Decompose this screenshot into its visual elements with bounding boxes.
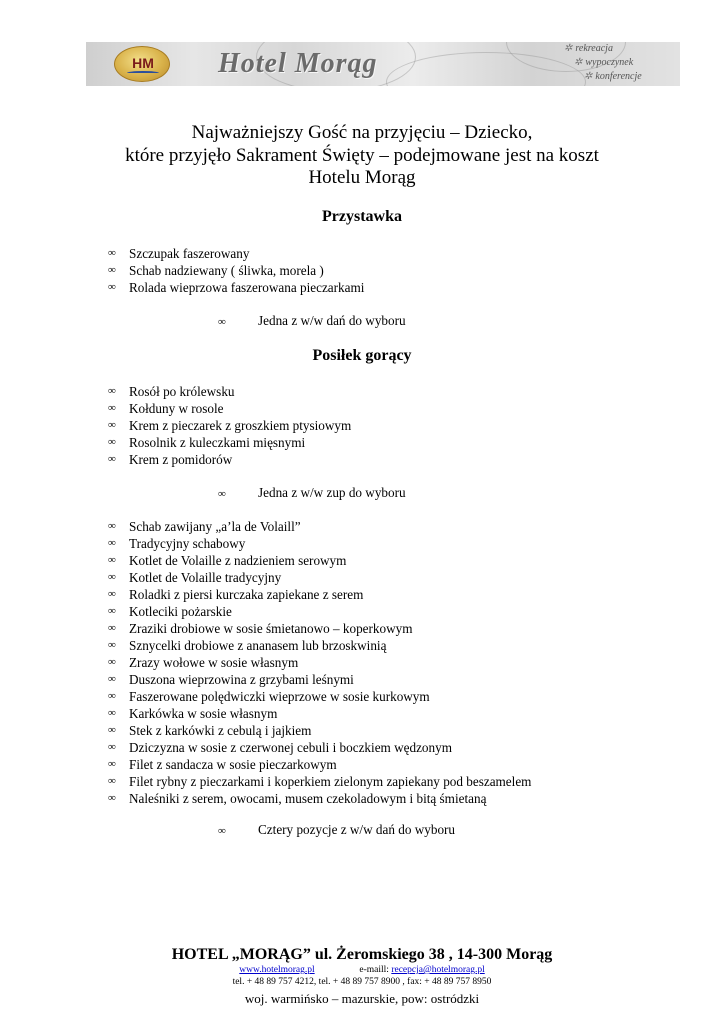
dish-name: Kotlet de Volaille tradycyjny — [129, 570, 282, 585]
dish-name: Faszerowane polędwiczki wieprzowe w sosie kurkowym — [129, 689, 430, 704]
star-icon: ✲ — [564, 43, 573, 54]
infinity-bullet-icon: ∞ — [108, 707, 116, 719]
infinity-bullet-icon: ∞ — [108, 520, 116, 532]
infinity-bullet-icon: ∞ — [108, 436, 116, 448]
dish-name: Rosolnik z kuleczkami mięsnymi — [129, 435, 306, 450]
dish-name: Zrazy wołowe w sosie własnym — [129, 655, 299, 670]
soups-note: ∞ Jedna z w/w zup do wyboru — [218, 485, 406, 500]
dish-name: Kołduny w rosole — [129, 401, 224, 416]
starter-note: ∞ Jedna z w/w dań do wyboru — [218, 313, 406, 328]
infinity-bullet-icon: ∞ — [108, 264, 116, 276]
infinity-bullet-icon: ∞ — [108, 554, 116, 566]
infinity-bullet-icon: ∞ — [108, 453, 116, 465]
dish-name: Krem z pomidorów — [129, 452, 233, 467]
infinity-bullet-icon: ∞ — [108, 724, 116, 736]
dish-name: Naleśniki z serem, owocami, musem czekoladowym i bitą śmietaną — [129, 791, 487, 806]
infinity-bullet-icon: ∞ — [108, 741, 116, 753]
logo-mark: HM — [132, 55, 154, 71]
tagline-2: ✲ wypoczynek — [574, 57, 634, 68]
email-label: e-maill: — [359, 965, 389, 975]
infinity-bullet-icon: ∞ — [108, 673, 116, 685]
infinity-bullet-icon: ∞ — [108, 571, 116, 583]
infinity-bullet-icon: ∞ — [108, 247, 116, 259]
infinity-bullet-icon: ∞ — [108, 639, 116, 651]
dish-name: Rolada wieprzowa faszerowana pieczarkami — [129, 280, 365, 295]
title-line: Najważniejszy Gość na przyjęciu – Dziecko, — [191, 122, 533, 143]
title-line: Hotelu Morąg — [308, 167, 416, 188]
dish-name: Karkówka w sosie własnym — [129, 706, 278, 721]
dish-name: Filet z sandacza w sosie pieczarkowym — [129, 757, 337, 772]
footer-hotel-address: HOTEL „MORĄG” ul. Żeromskiego 38 , 14-300 Morąg — [171, 946, 553, 963]
dish-name: Sznycelki drobiowe z ananasem lub brzoskwinią — [129, 638, 387, 653]
mains-note: ∞ Cztery pozycje z w/w dań do wyboru — [218, 822, 456, 837]
infinity-bullet-icon: ∞ — [108, 792, 116, 804]
infinity-bullet-icon: ∞ — [218, 825, 226, 837]
star-icon: ✲ — [584, 71, 593, 82]
tagline-3: ✲ konferencje — [584, 71, 642, 82]
footer-region: woj. warmińsko – mazurskie, pow: ostródzki — [244, 991, 480, 1006]
dish-name: Roladki z piersi kurczaka zapiekane z serem — [129, 587, 364, 602]
hot-meal-heading: Posiłek gorący — [312, 347, 412, 364]
hotel-logo — [114, 46, 170, 82]
website-link[interactable]: www.hotelmorag.pl — [239, 965, 315, 975]
header-banner — [86, 42, 680, 86]
dish-name: Dziczyzna w sosie z czerwonej cebuli i boczkiem wędzonym — [129, 740, 452, 755]
dish-name: Tradycyjny schabowy — [129, 536, 246, 551]
dish-name: Stek z karkówki z cebulą i jajkiem — [129, 723, 312, 738]
star-icon: ✲ — [574, 57, 583, 68]
dish-name: Duszona wieprzowina z grzybami leśnymi — [129, 672, 354, 687]
tagline-1: ✲ rekreacja — [564, 43, 613, 54]
dish-name: Zraziki drobiowe w sosie śmietanowo – koperkowym — [129, 621, 413, 636]
infinity-bullet-icon: ∞ — [108, 758, 116, 770]
dish-name: Krem z pieczarek z groszkiem ptysiowym — [129, 418, 352, 433]
page-title — [0, 122, 724, 190]
dish-name: Kotleciki pożarskie — [129, 604, 232, 619]
footer-phones: tel. + 48 89 757 4212, tel. + 48 89 757 8900 , fax: + 48 89 757 8950 — [232, 977, 492, 987]
dish-name: Szczupak faszerowany — [129, 246, 250, 261]
infinity-bullet-icon: ∞ — [108, 605, 116, 617]
infinity-bullet-icon: ∞ — [218, 488, 226, 500]
infinity-bullet-icon: ∞ — [108, 588, 116, 600]
infinity-bullet-icon: ∞ — [108, 402, 116, 414]
title-line: które przyjęło Sakrament Święty – podejmowane jest na koszt — [125, 144, 599, 166]
email-link[interactable]: recepcja@hotelmorag.pl — [391, 965, 485, 975]
infinity-bullet-icon: ∞ — [108, 690, 116, 702]
infinity-bullet-icon: ∞ — [108, 419, 116, 431]
logo-wave-icon — [127, 71, 159, 75]
infinity-bullet-icon: ∞ — [108, 537, 116, 549]
dish-name: Schab nadziewany ( śliwka, morela ) — [129, 263, 324, 278]
starter-heading: Przystawka — [322, 208, 402, 225]
dish-name: Kotlet de Volaille z nadzieniem serowym — [129, 553, 347, 568]
infinity-bullet-icon: ∞ — [108, 281, 116, 293]
dish-name: Rosół po królewsku — [129, 384, 235, 399]
infinity-bullet-icon: ∞ — [108, 656, 116, 668]
dish-name: Schab zawijany „a’la de Volaill” — [129, 519, 301, 534]
dish-name: Filet rybny z pieczarkami i koperkiem zielonym zapiekany pod beszamelem — [129, 774, 532, 789]
infinity-bullet-icon: ∞ — [108, 622, 116, 634]
brand-name: Hotel Morąg — [218, 48, 378, 79]
infinity-bullet-icon: ∞ — [108, 385, 116, 397]
infinity-bullet-icon: ∞ — [108, 775, 116, 787]
infinity-bullet-icon: ∞ — [218, 316, 226, 328]
footer-contact-line — [0, 965, 724, 975]
